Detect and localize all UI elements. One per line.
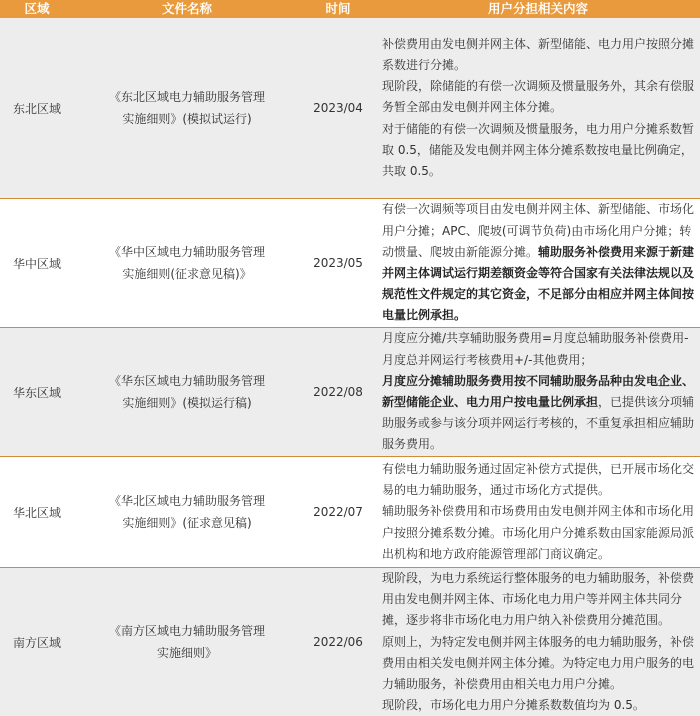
content-paragraph: 补偿费用由发电侧并网主体、新型储能、电力用户按照分摊系数进行分摊。 bbox=[382, 34, 696, 76]
file-name-cell bbox=[74, 328, 300, 457]
file-name-line: 实施细则》(模拟试运行) bbox=[74, 108, 300, 130]
content-paragraph: 现阶段，市场化电力用户分摊系数数值均为 0.5。 bbox=[382, 695, 696, 716]
header-content: 用户分担相关内容 bbox=[376, 0, 700, 18]
region-cell: 华东区域 bbox=[0, 328, 74, 457]
header-region: 区域 bbox=[0, 0, 74, 18]
file-name-cell bbox=[74, 18, 300, 199]
content-cell bbox=[376, 18, 700, 199]
file-name-line: 实施细则》(模拟运行稿) bbox=[74, 392, 300, 414]
file-name-line: 《南方区域电力辅助服务管理 bbox=[74, 620, 300, 642]
file-name-cell bbox=[74, 568, 300, 716]
header-time: 时间 bbox=[300, 0, 376, 18]
content-paragraph bbox=[382, 371, 696, 456]
file-name-line: 《东北区域电力辅助服务管理 bbox=[74, 86, 300, 108]
content-paragraph: 月度应分摊/共享辅助服务费用=月度总辅助服务补偿费用-月度总并网运行考核费用+/-其他费用； bbox=[382, 328, 696, 370]
content-text: ，已提供该分项辅助服务或参与该分项并网运行考核的，不重复承担相应辅助服务费用。 bbox=[382, 395, 694, 451]
content-paragraph bbox=[382, 199, 696, 326]
content-bold-text: 辅助服务补偿费用来源于新建并网主体调试运行期差额资金等符合国家有关法律法规以及规范性文件规定的其它资金，不足部分由相应并网主体间按电量比例承担。 bbox=[382, 245, 694, 323]
table-row bbox=[0, 199, 700, 328]
content-cell bbox=[376, 328, 700, 457]
file-name-line: 《华北区域电力辅助服务管理 bbox=[74, 490, 300, 512]
time-cell: 2023/04 bbox=[300, 18, 376, 199]
table-row bbox=[0, 18, 700, 199]
time-cell: 2022/06 bbox=[300, 568, 376, 716]
table-row bbox=[0, 457, 700, 568]
file-name-cell bbox=[74, 199, 300, 328]
content-paragraph: 对于储能的有偿一次调频及惯量服务，电力用户分摊系数暂取 0.5，储能及发电侧并网主体分摊系数按电量比例确定，共取 0.5。 bbox=[382, 119, 696, 183]
region-cell: 华中区域 bbox=[0, 199, 74, 328]
content-bold-text: 月度应分摊辅助服务费用按不同辅助服务品种由发电企业、新型储能企业、电力用户按电量比例承担 bbox=[382, 374, 694, 409]
content-paragraph: 现阶段，为电力系统运行整体服务的电力辅助服务，补偿费用由发电侧并网主体、市场化电力用户等并网主体共同分摊，逐步将非市场化电力用户纳入补偿费用分摊范围。 bbox=[382, 568, 696, 632]
file-name-line: 《华中区域电力辅助服务管理 bbox=[74, 241, 300, 263]
time-cell: 2022/07 bbox=[300, 457, 376, 568]
file-name-line: 实施细则》(征求意见稿) bbox=[74, 512, 300, 534]
content-paragraph: 辅助服务补偿费用和市场费用由发电侧并网主体和市场化用户按照分摊系数分摊。市场化用户分摊系数由国家能源局派出机构和地方政府能源管理部门商议确定。 bbox=[382, 501, 696, 565]
file-name-line: 实施细则》 bbox=[74, 642, 300, 664]
content-paragraph: 现阶段，除储能的有偿一次调频及惯量服务外，其余有偿服务暂全部由发电侧并网主体分摊。 bbox=[382, 76, 696, 118]
region-cell: 华北区域 bbox=[0, 457, 74, 568]
content-text: 有偿一次调频等项目由发电侧并网主体、新型储能、市场化用户分摊；APC、爬坡(可调节负荷)由市场化用户分摊；转动惯量、爬坡由新能源分摊。 bbox=[382, 202, 694, 258]
time-cell: 2022/08 bbox=[300, 328, 376, 457]
time-cell: 2023/05 bbox=[300, 199, 376, 328]
file-name-line: 《华东区域电力辅助服务管理 bbox=[74, 370, 300, 392]
file-name-cell bbox=[74, 457, 300, 568]
file-name-line: 实施细则(征求意见稿)》 bbox=[74, 263, 300, 285]
region-cell: 南方区域 bbox=[0, 568, 74, 716]
header-file-name: 文件名称 bbox=[74, 0, 300, 18]
table-row bbox=[0, 568, 700, 716]
content-paragraph: 有偿电力辅助服务通过固定补偿方式提供，已开展市场化交易的电力辅助服务，通过市场化方式提供。 bbox=[382, 459, 696, 501]
table-header-row bbox=[0, 0, 700, 18]
content-cell bbox=[376, 568, 700, 716]
content-cell bbox=[376, 457, 700, 568]
table-row bbox=[0, 328, 700, 457]
region-cell: 东北区域 bbox=[0, 18, 74, 199]
content-paragraph: 原则上，为特定发电侧并网主体服务的电力辅助服务，补偿费用由相关发电侧并网主体分摊。为特定电力用户服务的电力辅助服务，补偿费用由相关电力用户分摊。 bbox=[382, 632, 696, 696]
content-cell bbox=[376, 199, 700, 328]
